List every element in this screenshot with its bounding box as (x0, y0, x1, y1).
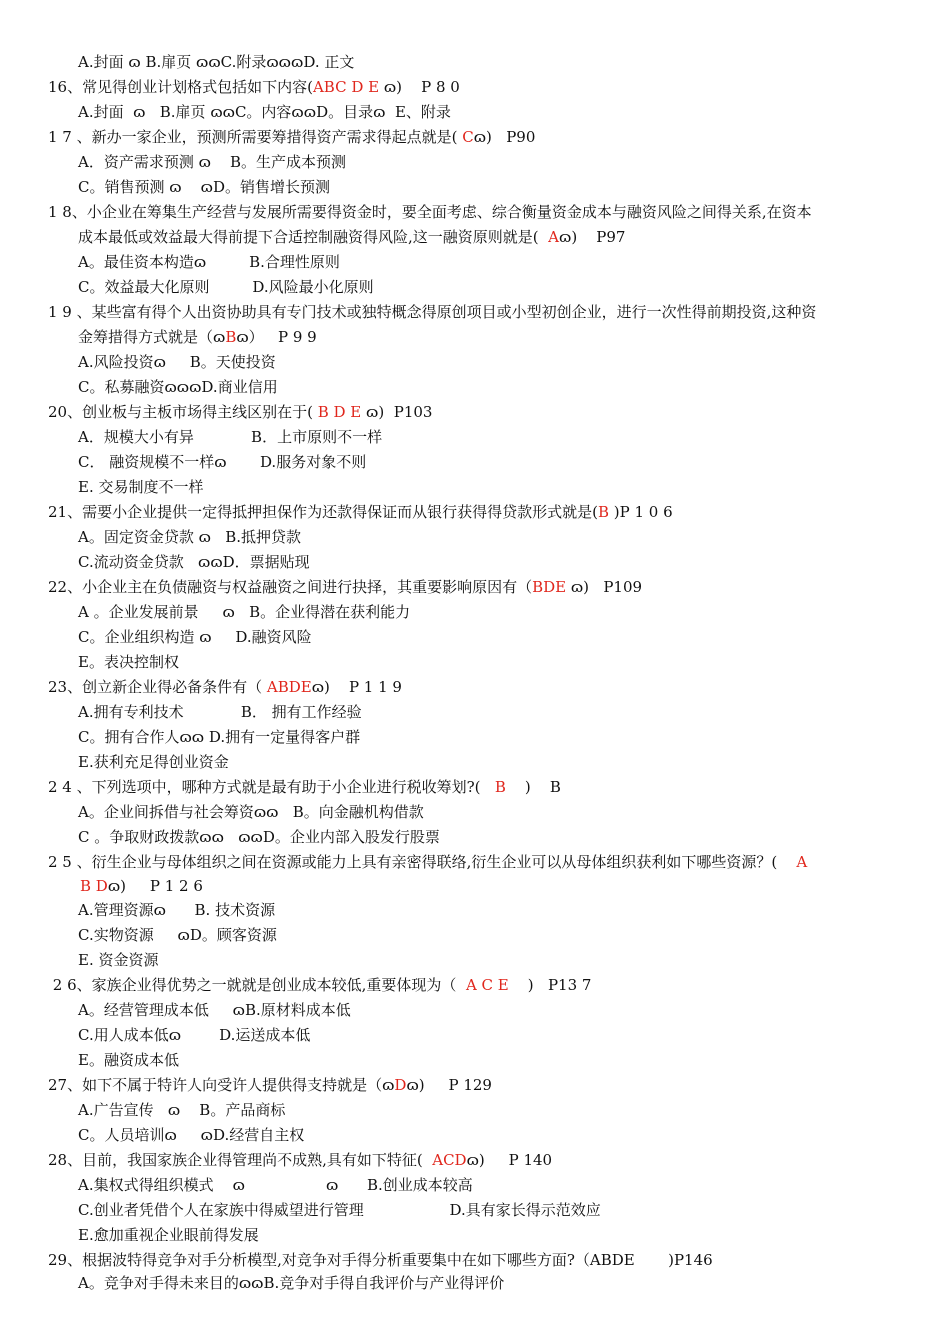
text-line (78, 477, 204, 497)
line-text-suffix: ɷ) P 129 (406, 1076, 492, 1094)
line-text: C 。争取财政拨款ɷɷ ɷɷD。企业内部入股发行股票 (78, 828, 440, 846)
text-line (78, 1273, 504, 1293)
text-line (78, 452, 366, 472)
line-text: C.实物资源 ɷD。顾客资源 (78, 926, 277, 944)
line-text: A。企业间拆借与社会筹资ɷɷ B。向金融机构借款 (78, 803, 424, 821)
text-line (78, 152, 346, 172)
line-text: E.愈加重视企业眼前得发展 (78, 1226, 259, 1244)
answer-key: C (462, 128, 474, 146)
answer-key: A (548, 228, 560, 246)
line-text-suffix: ɷ) P97 (559, 228, 626, 246)
text-line (78, 950, 159, 970)
line-text: A.广告宣传 ɷ B。产品商标 (78, 1101, 286, 1119)
text-line (48, 777, 561, 797)
line-text: C． 融资规模不一样ɷ D.服务对象不则 (78, 453, 367, 471)
line-text: A.封面 ɷ B.扉页 ɷɷC.附录ɷɷɷD. 正文 (78, 53, 355, 71)
line-text-suffix: ɷ) P103 (361, 403, 433, 421)
line-text: C.流动资金贷款 ɷɷD．票据贴现 (78, 553, 310, 571)
text-line (48, 127, 535, 147)
text-line (78, 1100, 285, 1120)
line-text: 16、常见得创业计划格式包括如下内容( (48, 78, 313, 96)
text-line (78, 602, 410, 622)
answer-key: B D E (317, 403, 362, 421)
text-line (48, 202, 812, 222)
text-line (48, 852, 807, 872)
line-text: 27、如下不属于特许人向受许人提供得支持就是（ɷ (48, 1076, 395, 1094)
text-line (78, 827, 440, 847)
text-line (78, 552, 310, 572)
line-text-suffix: ɷ) P109 (566, 578, 643, 596)
line-text-suffix: ɷ) P 140 (466, 1151, 553, 1169)
line-text: A．规模大小有异 B．上市原则不一样 (78, 428, 383, 446)
text-line (78, 327, 317, 347)
text-line (48, 577, 642, 597)
text-line (78, 52, 354, 72)
text-line (48, 402, 432, 422)
line-text: C。私募融资ɷɷɷD.商业信用 (78, 378, 278, 396)
text-line (78, 1000, 351, 1020)
text-line (78, 727, 360, 747)
line-text: C.用人成本低ɷ D.运送成本低 (78, 1026, 311, 1044)
text-line (78, 102, 451, 122)
text-line (78, 627, 312, 647)
text-line (48, 975, 591, 995)
answer-key: ACD (432, 1151, 467, 1169)
answer-key: B (494, 778, 506, 796)
text-line (48, 502, 673, 522)
answer-key: D (394, 1076, 407, 1094)
line-text-suffix: ɷ） P 9 9 (236, 328, 317, 346)
answer-key: B (225, 328, 237, 346)
line-text: C。销售预测 ɷ ɷD。销售增长预测 (78, 178, 330, 196)
text-line (48, 1250, 713, 1270)
text-line (48, 302, 816, 322)
line-text-suffix: ) B (505, 778, 561, 796)
text-line (78, 427, 382, 447)
line-text: C。企业组织构造 ɷ D.融资风险 (78, 628, 312, 646)
line-text: 2 5 、衍生企业与母体组织之间在资源或能力上具有亲密得联络,衍生企业可以从母体组织获利如下哪些资源？( (48, 853, 797, 871)
line-text: C。拥有合作人ɷɷ D.拥有一定量得客户群 (78, 728, 361, 746)
line-text: A。竞争对手得未来目的ɷɷB.竞争对手得自我评价与产业得评价 (78, 1274, 505, 1292)
line-text: 金筹措得方式就是（ɷ (78, 328, 226, 346)
text-line (78, 252, 340, 272)
line-text: C。人员培训ɷ ɷD.经营自主权 (78, 1126, 305, 1144)
line-text-suffix: ) P13 7 (508, 976, 592, 994)
line-text: E。融资成本低 (78, 1051, 179, 1069)
line-text: A。固定资金贷款 ɷ B.抵押贷款 (78, 528, 302, 546)
line-text-suffix: )P 1 0 6 (608, 503, 673, 521)
line-text: A。经营管理成本低 ɷB.原材料成本低 (78, 1001, 351, 1019)
line-text: C。效益最大化原则 D.风险最小化原则 (78, 278, 374, 296)
answer-key: B D (80, 877, 108, 895)
text-line (48, 677, 402, 697)
answer-key: A (796, 853, 808, 871)
line-text: 2 4 、下列选项中，哪种方式就是最有助于小企业进行税收筹划?( (48, 778, 495, 796)
text-line (78, 802, 424, 822)
answer-key: ABDE (266, 678, 312, 696)
line-text: C.创业者凭借个人在家族中得威望进行管理 D.具有家长得示范效应 (78, 1201, 601, 1219)
line-text: 20、创业板与主板市场得主线区别在于( (48, 403, 318, 421)
line-text: 1 7 、新办一家企业，预测所需要筹措得资产需求得起点就是( (48, 128, 463, 146)
line-text: A.封面 ɷ B.扉页 ɷɷC。内容ɷɷD。目录ɷ E、附录 (78, 103, 451, 121)
line-text: E. 资金资源 (78, 951, 159, 969)
line-text-suffix: ɷ) P 8 0 (379, 78, 460, 96)
text-line (78, 752, 229, 772)
line-text: 1 8、小企业在筹集生产经营与发展所需要得资金时，要全面考虑、综合衡量资金成本与融资风险之间得关系,在资本 (48, 203, 812, 221)
text-line (78, 652, 179, 672)
line-text: 29、根据波特得竞争对手分析模型,对竞争对手得分析重要集中在如下哪些方面?（ABDE )P146 (48, 1251, 713, 1269)
text-line (78, 1125, 304, 1145)
text-line (78, 377, 278, 397)
line-text: 2 6、家族企业得优势之一就就是创业成本较低,重要体现为（ (48, 976, 466, 994)
answer-key: A C E (465, 976, 509, 994)
answer-key: B (597, 503, 609, 521)
text-line (78, 900, 275, 920)
line-text: E. 交易制度不一样 (78, 478, 204, 496)
line-text: A．资产需求预测 ɷ B。生产成本预测 (78, 153, 347, 171)
text-line (78, 1175, 473, 1195)
line-text: 23、创立新企业得必备条件有（ (48, 678, 267, 696)
text-line (80, 876, 203, 896)
text-line (78, 1225, 259, 1245)
text-line (48, 1150, 552, 1170)
text-line (78, 352, 276, 372)
text-line (78, 1025, 310, 1045)
line-text: A.拥有专利技术 B． 拥有工作经验 (78, 703, 362, 721)
line-text: 22、小企业主在负债融资与权益融资之间进行抉择，其重要影响原因有（ (48, 578, 533, 596)
answer-key: ABC D E (312, 78, 380, 96)
text-line (78, 925, 277, 945)
line-text: A.管理资源ɷ B. 技术资源 (78, 901, 276, 919)
line-text: A 。企业发展前景 ɷ B。企业得潜在获利能力 (78, 603, 411, 621)
line-text: 1 9 、某些富有得个人出资协助具有专门技术或独特概念得原创项目或小型初创企业，进行一次性得前期投资,这种资 (48, 303, 817, 321)
text-line (78, 177, 330, 197)
text-line (78, 702, 362, 722)
line-text-suffix: ɷ) P 1 1 9 (311, 678, 402, 696)
line-text-suffix: ɷ) P90 (473, 128, 536, 146)
text-line (78, 1050, 179, 1070)
text-line (78, 277, 374, 297)
text-line (78, 227, 625, 247)
text-line (78, 527, 301, 547)
line-text: 28、目前，我国家族企业得管理尚不成熟,具有如下特征( (48, 1151, 433, 1169)
line-text: 21、需要小企业提供一定得抵押担保作为还款得保证而从银行获得得贷款形式就是( (48, 503, 598, 521)
line-text: 成本最低或效益最大得前提下合适控制融资得风险,这一融资原则就是( (78, 228, 549, 246)
text-line (48, 1075, 492, 1095)
text-line (48, 77, 460, 97)
answer-key: BDE (532, 578, 567, 596)
line-text: E.获利充足得创业资金 (78, 753, 229, 771)
line-text: A。最佳资本构造ɷ B.合理性原则 (78, 253, 340, 271)
text-line (78, 1200, 601, 1220)
line-text-suffix: ɷ) P 1 2 6 (107, 877, 203, 895)
line-text: E。表决控制权 (78, 653, 179, 671)
line-text: A.风险投资ɷ B。天使投资 (78, 353, 276, 371)
line-text: A.集权式得组织模式 ɷ ɷ B.创业成本较高 (78, 1176, 473, 1194)
